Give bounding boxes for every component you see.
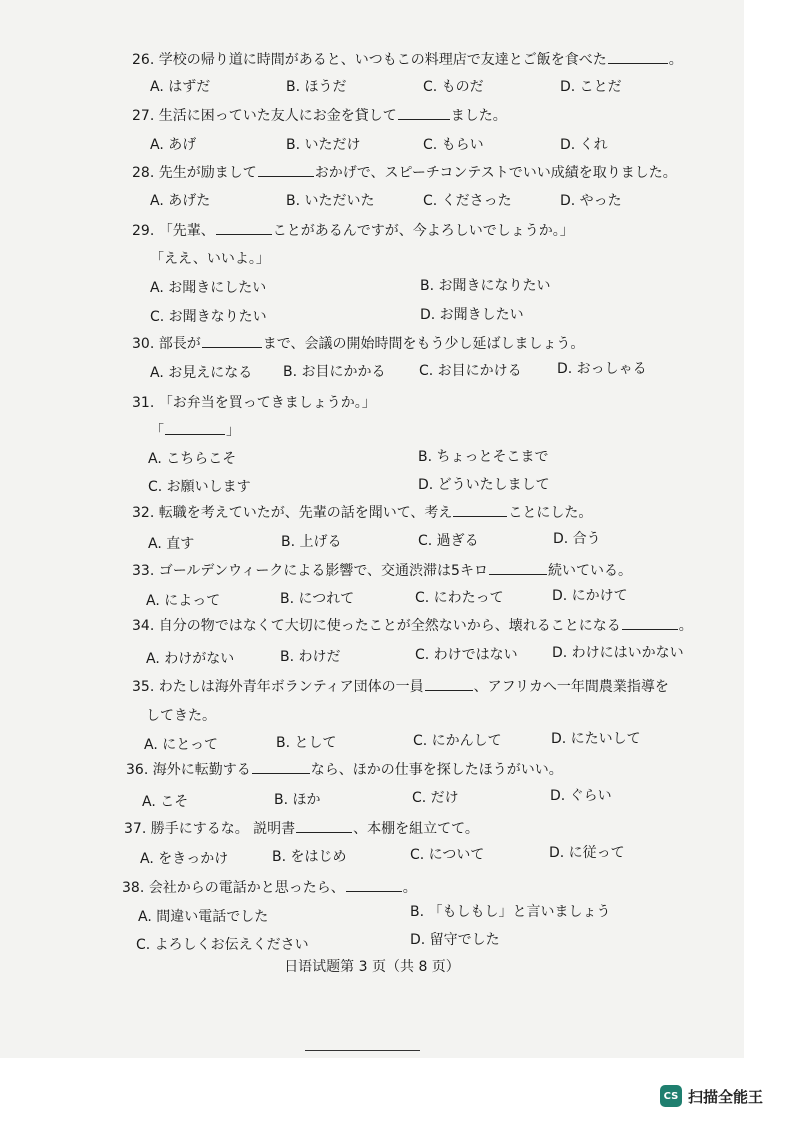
option-a: A. 直す	[148, 536, 195, 552]
question-27	[132, 107, 722, 125]
question-stem: 38. 会社からの電話かと思ったら、	[122, 880, 345, 896]
question-stem: 28. 先生が励まして	[132, 165, 257, 181]
option-c: C. 過ぎる	[418, 533, 479, 549]
option-a: A. をきっかけ	[140, 851, 229, 867]
option-b: B. 上げる	[281, 534, 342, 550]
question-30	[132, 335, 722, 353]
answer-blank	[608, 51, 668, 64]
question-stem: 36. 海外に転勤する	[126, 762, 251, 778]
question-stem: 27. 生活に困っていた友人にお金を貸して	[132, 108, 397, 124]
option-d: D. ことだ	[560, 79, 622, 95]
option-a: A. お見えになる	[150, 365, 253, 381]
option-a: A. こそ	[142, 794, 189, 810]
answer-blank	[489, 562, 547, 575]
answer-blank	[252, 761, 310, 774]
question-stem: 34. 自分の物ではなくて大切に使ったことが全然ないから、壊れることになる	[132, 618, 621, 634]
answer-blank	[622, 617, 678, 630]
question-35	[132, 678, 722, 696]
question-stem-end: おかげで、スピーチコンテストでいい成績を取りました。	[314, 165, 677, 181]
question-stem: 33. ゴールデンウィークによる影響で、交通渋滞は5キロ	[132, 563, 488, 579]
question-26	[132, 51, 722, 69]
question-stem-end: 。	[402, 880, 417, 896]
option-b: B. ほうだ	[286, 79, 347, 95]
question-stem-end: 、本棚を組立てて。	[353, 821, 479, 837]
option-b: B. お目にかかる	[283, 364, 386, 380]
option-b: B. として	[276, 735, 337, 751]
option-d: D. にかけて	[552, 588, 628, 604]
option-c: C. にかんして	[413, 733, 502, 749]
option-c: C. もらい	[423, 137, 484, 153]
option-b: B. 「もしもし」と言いましょう	[410, 904, 611, 920]
option-b: B. をはじめ	[272, 849, 347, 865]
close-bracket: 」	[226, 423, 240, 439]
question-stem-end: ことがあるんですが、今よろしいでしょうか。」	[272, 223, 574, 239]
answer-blank	[165, 422, 225, 435]
question-stem: 32. 転職を考えていたが、先輩の話を聞いて、考え	[132, 505, 453, 521]
option-b: B. わけだ	[280, 649, 341, 665]
option-a: A. 間違い電話でした	[138, 909, 269, 925]
question-stem-end: 。	[678, 618, 693, 634]
option-d: D. 合う	[553, 531, 601, 547]
watermark-text: 扫描全能王	[688, 1087, 764, 1106]
answer-blank	[398, 107, 450, 120]
page-footer: 日语试题第 3 页（共 8 页）	[284, 959, 460, 975]
option-d: D. に従って	[549, 845, 625, 861]
option-a: A. によって	[146, 593, 221, 609]
question-31-reply	[150, 422, 240, 440]
answer-blank	[258, 164, 314, 177]
question-stem: 30. 部長が	[132, 336, 201, 352]
question-stem: 26. 学校の帰り道に時間があると、いつもこの料理店で友達とご飯を食べた	[132, 52, 607, 68]
question-29-reply: 「ええ、いいよ。」	[150, 251, 270, 267]
question-stem: 31. 「お弁当を買ってきましょうか。」	[132, 395, 376, 411]
option-b: B. いただいた	[286, 193, 375, 209]
option-d: D. ぐらい	[550, 788, 612, 804]
option-d: D. お聞きしたい	[420, 307, 524, 323]
question-31	[132, 394, 722, 412]
option-c: C. わけではない	[415, 647, 518, 663]
question-35-continued: してきた。	[146, 708, 216, 724]
option-d: D. わけにはいかない	[552, 645, 684, 661]
open-bracket: 「	[150, 423, 164, 439]
question-28	[132, 164, 722, 182]
answer-blank	[453, 504, 507, 517]
answer-blank	[296, 820, 352, 833]
option-d: D. どういたしまして	[418, 477, 550, 493]
option-a: A. あげた	[150, 193, 211, 209]
option-c: C. にわたって	[415, 590, 504, 606]
question-stem-end: なら、ほかの仕事を探したほうがいい。	[310, 762, 563, 778]
camscanner-logo-icon: CS	[660, 1085, 682, 1107]
question-stem-end: 、アフリカへ一年間農業指導を	[473, 679, 669, 695]
option-b: B. いただけ	[286, 137, 361, 153]
option-a: A. こちらこそ	[148, 451, 237, 467]
option-c: C. お目にかける	[419, 363, 522, 379]
option-d: D. くれ	[560, 137, 608, 153]
question-stem-end: ことにした。	[508, 505, 593, 521]
answer-blank	[216, 222, 272, 235]
answer-blank	[346, 879, 402, 892]
option-c: C. について	[410, 847, 485, 863]
question-stem-end: 。	[668, 52, 683, 68]
scanner-watermark	[660, 1084, 763, 1108]
option-c: C. お聞きなりたい	[150, 309, 267, 325]
option-b: B. ほか	[274, 792, 321, 808]
question-stem: 37. 勝手にするな。 説明書	[124, 821, 296, 837]
question-stem-end: まで、会議の開始時間をもう少し延ばしましょう。	[262, 336, 585, 352]
option-b: B. お聞きになりたい	[420, 278, 551, 294]
option-d: D. にたいして	[551, 731, 641, 747]
option-c: C. だけ	[412, 790, 459, 806]
option-b: B. ちょっとそこまで	[418, 449, 549, 465]
option-a: A. お聞きにしたい	[150, 280, 267, 296]
option-a: A. わけがない	[146, 651, 235, 667]
question-37	[124, 820, 714, 838]
question-32	[132, 504, 722, 522]
option-a: A. にとって	[144, 737, 218, 753]
question-38	[122, 879, 712, 897]
option-b: B. につれて	[280, 591, 355, 607]
option-c: C. ものだ	[423, 79, 484, 95]
footer-rule	[305, 1050, 420, 1051]
option-d: D. 留守でした	[410, 932, 500, 948]
option-c: C. お願いします	[148, 479, 251, 495]
question-stem: 29. 「先輩、	[132, 223, 215, 239]
option-a: A. はずだ	[150, 79, 211, 95]
question-36	[126, 761, 716, 779]
option-d: D. おっしゃる	[557, 361, 647, 377]
question-33	[132, 562, 722, 580]
option-d: D. やった	[560, 193, 622, 209]
answer-blank	[202, 335, 262, 348]
answer-blank	[425, 678, 473, 691]
question-34	[132, 617, 722, 635]
question-stem-end: ました。	[450, 108, 507, 124]
question-29	[132, 222, 722, 240]
question-stem-end: 続いている。	[547, 563, 632, 579]
option-a: A. あげ	[150, 137, 197, 153]
option-c: C. くださった	[423, 193, 512, 209]
option-c: C. よろしくお伝えください	[136, 937, 309, 953]
question-stem: 35. わたしは海外青年ボランティア団体の一員	[132, 679, 424, 695]
